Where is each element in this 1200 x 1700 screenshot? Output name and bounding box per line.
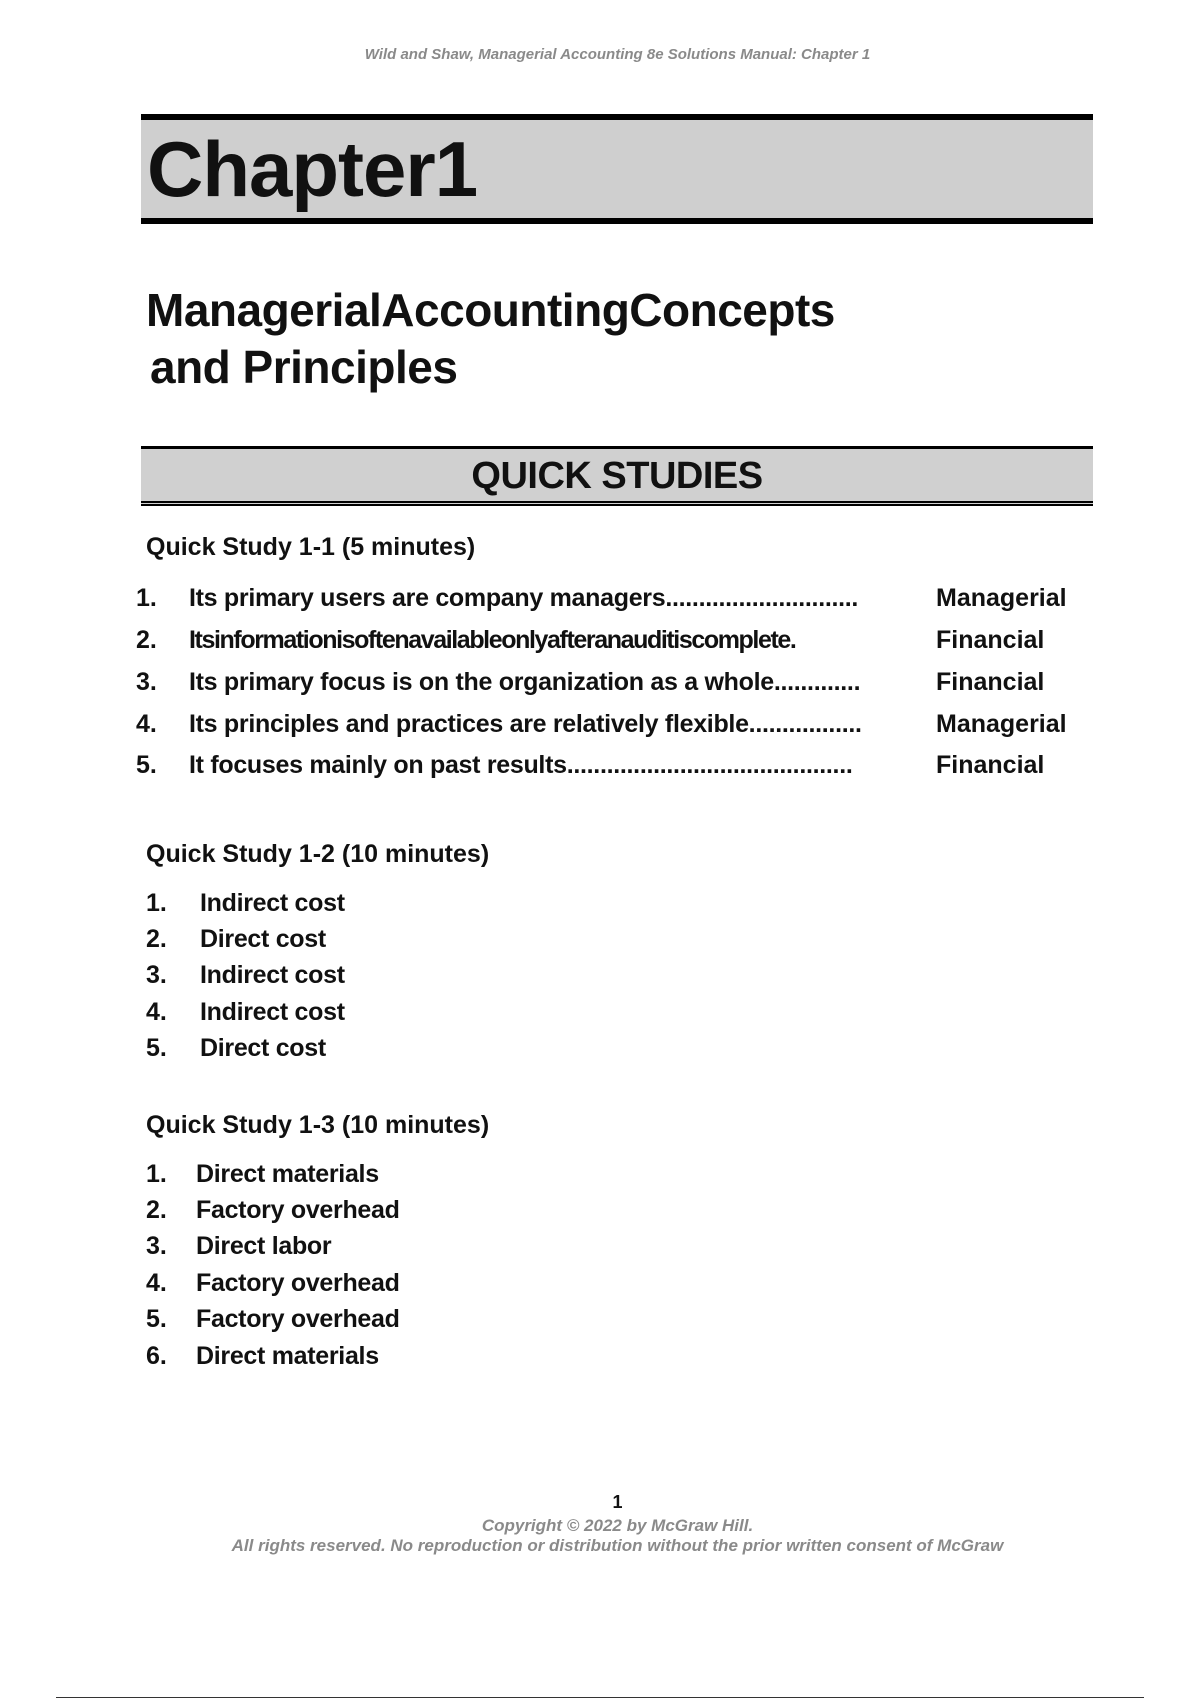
item-answer: Financial	[936, 626, 1045, 654]
item-number: 5.	[146, 1034, 167, 1062]
item-answer: Direct labor	[196, 1232, 332, 1260]
item-answer: Indirect cost	[200, 998, 345, 1026]
quick-studies-banner	[141, 446, 1093, 506]
item-answer: Factory overhead	[196, 1305, 400, 1333]
quick-study-1-2-heading: Quick Study 1-2 (10 minutes)	[146, 840, 490, 868]
chapter-subtitle-line-1: ManagerialAccountingConcepts	[146, 284, 835, 336]
item-number: 4.	[146, 998, 167, 1026]
item-answer: Factory overhead	[196, 1196, 400, 1224]
chapter-title-box	[141, 114, 1093, 224]
chapter-subtitle	[146, 282, 835, 396]
item-answer: Direct cost	[200, 925, 326, 953]
running-header	[0, 46, 1200, 63]
item-answer: Direct materials	[196, 1160, 379, 1188]
footer-rule	[56, 1697, 1144, 1698]
item-answer: Financial	[936, 751, 1045, 779]
item-number: 3.	[136, 668, 157, 696]
quick-study-1-1-item	[136, 623, 1076, 657]
quick-study-1-1-item	[136, 707, 1076, 741]
copyright-notice	[0, 1516, 1200, 1556]
chapter-title: Chapter1	[147, 125, 478, 213]
page-number: 1	[612, 1492, 623, 1512]
item-answer: Financial	[936, 668, 1045, 696]
item-number: 5.	[136, 751, 157, 779]
item-number: 6.	[146, 1342, 167, 1370]
chapter-subtitle-line-2: and Principles	[150, 341, 458, 393]
quick-study-1-1-item	[136, 581, 1076, 615]
item-answer: Managerial	[936, 710, 1067, 738]
item-answer: Factory overhead	[196, 1269, 400, 1297]
quick-study-1-3-heading: Quick Study 1-3 (10 minutes)	[146, 1111, 490, 1139]
quick-studies-banner-label: QUICK STUDIES	[471, 455, 763, 497]
item-statement: Its primary focus is on the organization as a whole.............	[189, 668, 861, 696]
item-statement: Its principles and practices are relatively flexible.................	[189, 710, 862, 738]
item-statement: Itsinformationisoftenavailableonlyafteranauditiscomplete.	[189, 626, 796, 654]
quick-study-1-1-item	[136, 748, 1076, 782]
item-answer: Direct materials	[196, 1342, 379, 1370]
item-number: 4.	[136, 710, 157, 738]
item-number: 1.	[136, 584, 157, 612]
item-number: 4.	[146, 1269, 167, 1297]
quick-study-1-1-item	[136, 665, 1076, 699]
item-answer: Managerial	[936, 584, 1067, 612]
item-answer: Indirect cost	[200, 961, 345, 989]
item-answer: Indirect cost	[200, 889, 345, 917]
quick-study-1-1-heading: Quick Study 1-1 (5 minutes)	[146, 533, 476, 561]
item-statement: Its primary users are company managers.............................	[189, 584, 859, 612]
item-number: 3.	[146, 961, 167, 989]
copyright-line-2: All rights reserved. No reproduction or distribution without the prior written consent of McGraw	[231, 1536, 1004, 1555]
item-number: 1.	[146, 1160, 167, 1188]
item-number: 3.	[146, 1232, 167, 1260]
item-number: 5.	[146, 1305, 167, 1333]
running-header-text: Wild and Shaw, Managerial Accounting 8e Solutions Manual: Chapter 1	[359, 46, 876, 63]
item-number: 2.	[146, 925, 167, 953]
item-number: 2.	[146, 1196, 167, 1224]
item-statement: It focuses mainly on past results...........................................	[189, 751, 853, 779]
item-answer: Direct cost	[200, 1034, 326, 1062]
item-number: 2.	[136, 626, 157, 654]
item-number: 1.	[146, 889, 167, 917]
copyright-line-1: Copyright © 2022 by McGraw Hill.	[481, 1516, 754, 1535]
